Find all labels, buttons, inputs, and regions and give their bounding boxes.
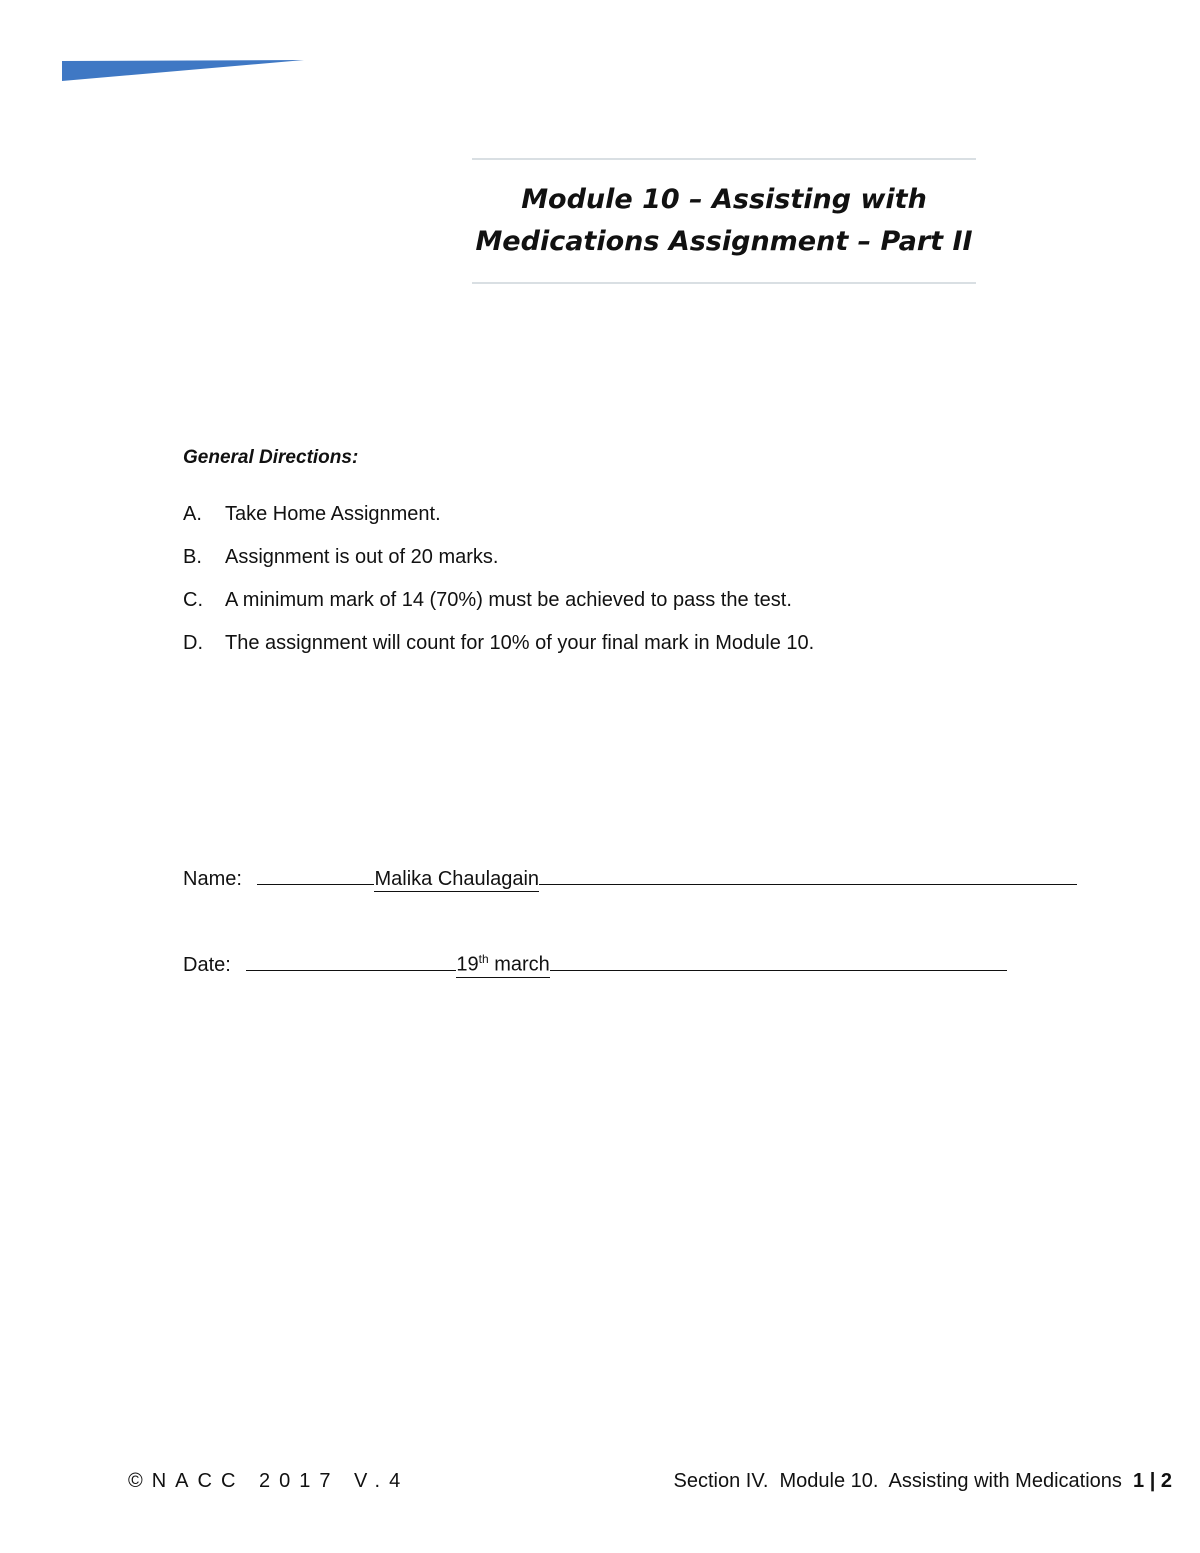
- name-blank-line-right: [539, 862, 1077, 885]
- date-field-row: [183, 948, 1007, 978]
- direction-text: The assignment will count for 10% of your final mark in Module 10.: [225, 632, 815, 654]
- name-field-row: [183, 862, 1077, 892]
- footer-section: [674, 1470, 1172, 1493]
- direction-letter: A.: [183, 503, 202, 525]
- date-day: 19: [456, 954, 479, 976]
- footer-copyright: ©NACC 2017 V.4: [128, 1470, 410, 1492]
- footer-section-text: Section IV. Module 10. Assisting with Medications: [673, 1470, 1134, 1492]
- direction-letter: B.: [183, 546, 202, 568]
- name-label: Name:: [183, 868, 242, 890]
- direction-text: Assignment is out of 20 marks.: [225, 546, 499, 568]
- name-blank-line-left: [257, 862, 374, 885]
- date-month: march: [488, 954, 550, 976]
- logo-stripe: [62, 58, 307, 84]
- date-blank-line-right: [550, 948, 1007, 971]
- direction-item: [183, 546, 814, 589]
- date-day-suffix: th: [478, 952, 489, 967]
- direction-letter: D.: [183, 632, 203, 654]
- direction-text: A minimum mark of 14 (70%) must be achieved to pass the test.: [225, 589, 792, 611]
- page-number: 1 | 2: [1133, 1470, 1172, 1492]
- date-label: Date:: [183, 954, 231, 976]
- date-value[interactable]: [456, 952, 549, 978]
- direction-item: [183, 632, 814, 675]
- date-blank-line-left: [246, 948, 456, 971]
- directions-heading: General Directions:: [183, 447, 359, 468]
- direction-item: [183, 503, 814, 546]
- document-title-line-1: Module 10 – Assisting with: [521, 184, 927, 215]
- document-title-line-2: Medications Assignment – Part II: [475, 226, 973, 257]
- direction-letter: C.: [183, 589, 203, 611]
- direction-item: [183, 589, 814, 632]
- title-block: [472, 158, 976, 284]
- name-value[interactable]: Malika Chaulagain: [374, 868, 540, 890]
- directions-list: [183, 503, 814, 675]
- direction-text: Take Home Assignment.: [225, 503, 441, 525]
